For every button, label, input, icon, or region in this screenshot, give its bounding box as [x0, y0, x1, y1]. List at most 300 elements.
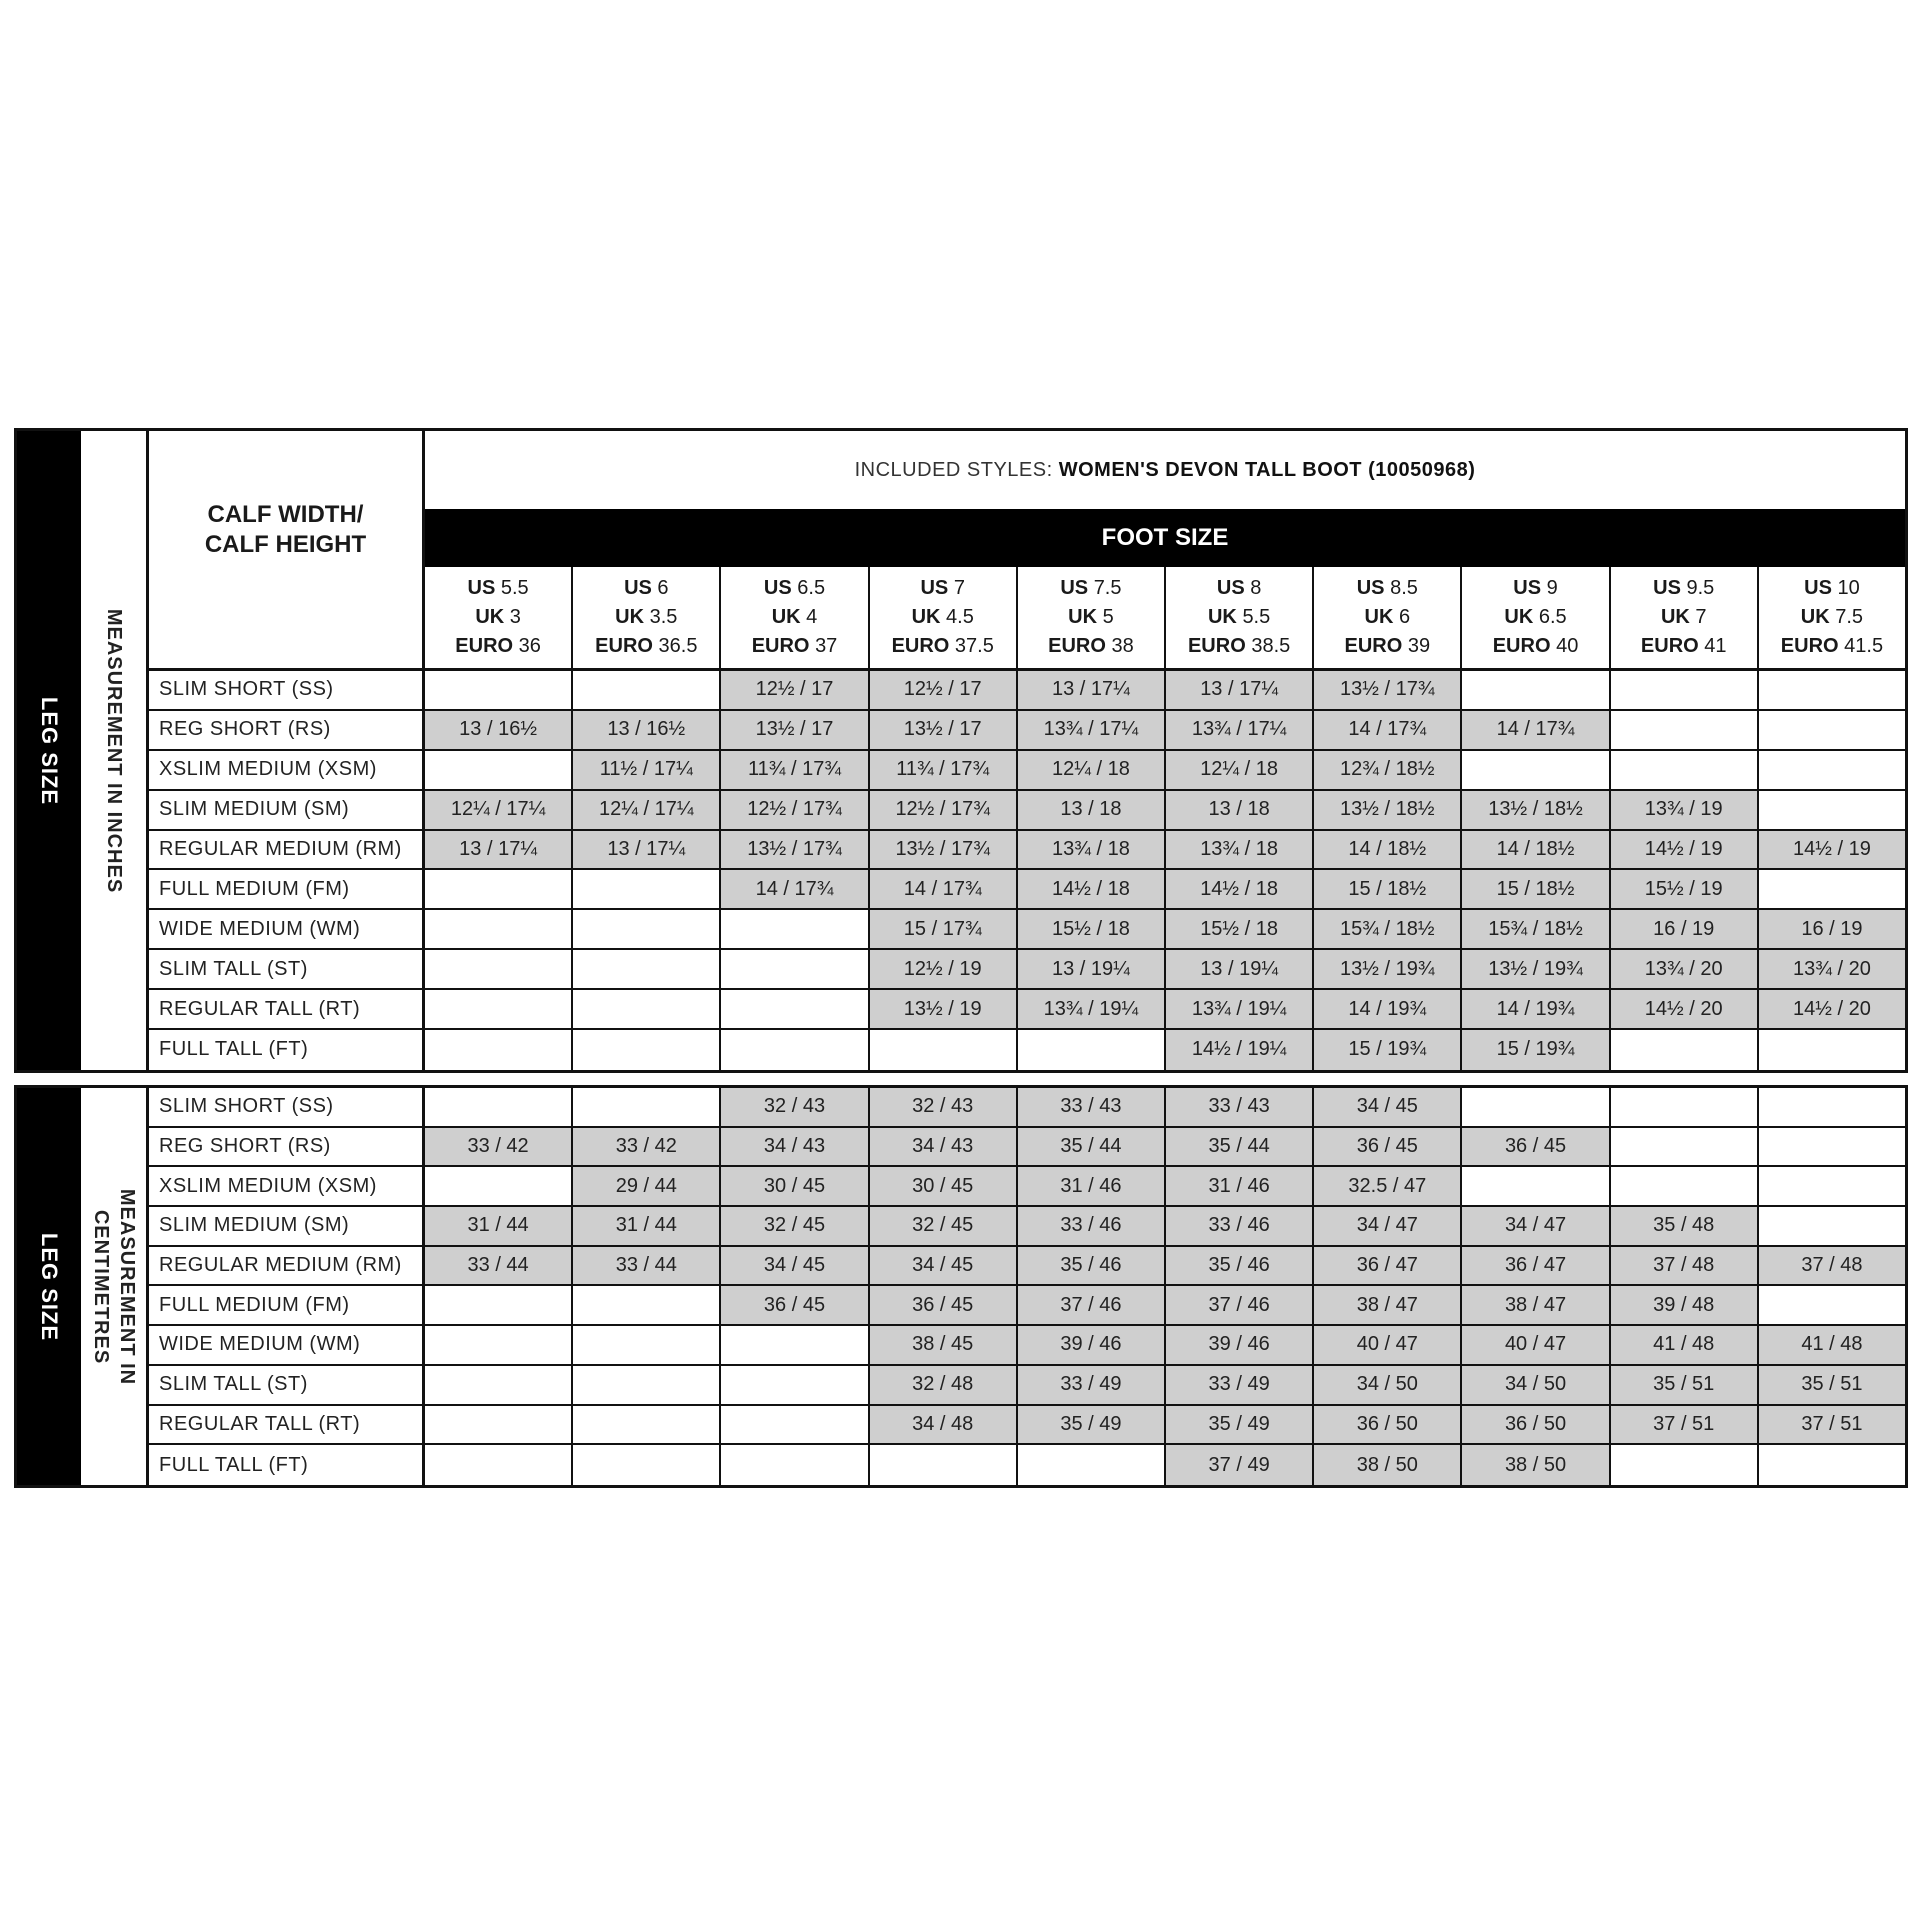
table-cell: 12¼ / 17¼ — [573, 791, 721, 829]
foot-size-euro-value: 39 — [1407, 635, 1431, 657]
table-cell: 12½ / 17¾ — [721, 791, 869, 829]
table-cell: 14½ / 19 — [1611, 831, 1759, 869]
measurement-centimetres-label — [88, 1188, 140, 1384]
table-cell: 30 / 45 — [870, 1167, 1018, 1205]
foot-size-us-label: US — [1513, 577, 1542, 599]
table-cell: 13½ / 17 — [870, 711, 1018, 749]
foot-size-uk-label: UK — [1660, 606, 1690, 628]
table-cell — [425, 1286, 573, 1324]
foot-size-euro-value: 41.5 — [1844, 635, 1884, 657]
table-cell: 34 / 43 — [721, 1128, 869, 1166]
leg-size-label-cell: REGULAR MEDIUM (RM) — [149, 831, 425, 869]
foot-size-uk — [1611, 603, 1757, 632]
foot-size-uk-value: 5.5 — [1242, 606, 1271, 628]
foot-size-us-value: 7.5 — [1093, 577, 1122, 599]
table-cell: 13¾ / 17¼ — [1018, 711, 1166, 749]
foot-size-us — [573, 574, 719, 603]
table-cell: 14 / 17¾ — [1314, 711, 1462, 749]
foot-size-header — [870, 567, 1018, 668]
table-cell — [1759, 751, 1905, 789]
foot-size-euro — [1759, 632, 1905, 661]
foot-size-header — [425, 567, 573, 668]
leg-size-label-cell: FULL MEDIUM (FM) — [149, 870, 425, 908]
leg-size-label-cell: WIDE MEDIUM (WM) — [149, 1326, 425, 1364]
leg-size-label-cell: SLIM TALL (ST) — [149, 1366, 425, 1404]
table-cell — [1759, 1445, 1905, 1485]
table-cell: 39 / 46 — [1018, 1326, 1166, 1364]
foot-size-euro-value: 36 — [518, 635, 541, 657]
leg-size-label: LEG SIZE — [37, 696, 62, 805]
included-styles — [425, 431, 1905, 509]
table-row — [149, 1366, 1905, 1406]
table-cell — [1018, 1445, 1166, 1485]
table-cell — [1611, 1167, 1759, 1205]
calf-header — [149, 431, 425, 671]
table-cell: 38 / 50 — [1462, 1445, 1610, 1485]
table-row — [149, 1207, 1905, 1247]
foot-size-us — [721, 574, 867, 603]
table-row — [149, 1167, 1905, 1207]
foot-size-euro-label: EURO — [891, 635, 950, 657]
table-cell: 12½ / 17 — [870, 671, 1018, 709]
table-cell: 30 / 45 — [721, 1167, 869, 1205]
table-cell: 37 / 51 — [1759, 1406, 1905, 1444]
table-cell: 35 / 49 — [1018, 1406, 1166, 1444]
foot-size-us — [870, 574, 1016, 603]
table-cell: 29 / 44 — [573, 1167, 721, 1205]
included-styles-name: WOMEN'S DEVON TALL BOOT (10050968) — [1058, 458, 1476, 481]
table-row — [149, 1128, 1905, 1168]
leg-size-label-cell: FULL MEDIUM (FM) — [149, 1286, 425, 1324]
table-cell: 12½ / 17¾ — [870, 791, 1018, 829]
foot-size-us-label: US — [624, 577, 652, 599]
foot-size-euro-value: 36.5 — [658, 635, 698, 657]
table-row — [149, 711, 1905, 751]
table-cell: 12¼ / 18 — [1166, 751, 1314, 789]
table-cell: 35 / 51 — [1759, 1366, 1905, 1404]
leg-size-bar — [17, 1088, 81, 1485]
table-row — [149, 831, 1905, 871]
table-cell: 12¼ / 18 — [1018, 751, 1166, 789]
table-cell: 33 / 42 — [573, 1128, 721, 1166]
included-styles-prefix: INCLUDED STYLES: — [854, 458, 1053, 481]
table-row — [149, 1326, 1905, 1366]
table-cell: 13 / 18 — [1018, 791, 1166, 829]
foot-size-uk — [425, 603, 571, 632]
table-cell: 37 / 48 — [1611, 1247, 1759, 1285]
table-cell: 13¾ / 20 — [1759, 950, 1905, 988]
table-row — [149, 1088, 1905, 1128]
foot-size-headers — [425, 567, 1905, 671]
table-cell: 35 / 44 — [1166, 1128, 1314, 1166]
foot-size-euro — [870, 632, 1016, 661]
foot-size-uk-value: 5 — [1102, 606, 1114, 628]
table-cell: 13 / 17¼ — [1166, 671, 1314, 709]
table-cell — [721, 1030, 869, 1070]
foot-size-uk — [1314, 603, 1460, 632]
table-cell — [1759, 1030, 1905, 1070]
foot-size-uk-label: UK — [1800, 606, 1830, 628]
table-row — [149, 1247, 1905, 1287]
foot-size-euro-label: EURO — [1187, 635, 1246, 657]
foot-size-euro — [1611, 632, 1757, 661]
table-cell: 14 / 18½ — [1314, 831, 1462, 869]
table-cell: 36 / 45 — [1314, 1128, 1462, 1166]
table-cell: 34 / 48 — [870, 1406, 1018, 1444]
table-cell: 34 / 43 — [870, 1128, 1018, 1166]
foot-size-euro — [1166, 632, 1312, 661]
table-cell: 13 / 18 — [1166, 791, 1314, 829]
table-cell: 15½ / 18 — [1018, 910, 1166, 948]
table-cell — [870, 1030, 1018, 1070]
table-cell: 33 / 49 — [1018, 1366, 1166, 1404]
table-cell — [573, 1406, 721, 1444]
table-cell — [1611, 1088, 1759, 1126]
table-cell: 35 / 51 — [1611, 1366, 1759, 1404]
leg-size-label-cell: SLIM SHORT (SS) — [149, 671, 425, 709]
foot-size-uk-label: UK — [615, 606, 645, 628]
table-cell — [721, 1366, 869, 1404]
table-cell: 37 / 46 — [1018, 1286, 1166, 1324]
table-cell: 13½ / 18½ — [1314, 791, 1462, 829]
table-cell: 13½ / 18½ — [1462, 791, 1610, 829]
foot-size-us-value: 6.5 — [797, 577, 826, 599]
table-cell: 13½ / 19¾ — [1462, 950, 1610, 988]
foot-size-euro — [1314, 632, 1460, 661]
table-cell: 14 / 19¾ — [1462, 990, 1610, 1028]
table-cell: 13 / 17¼ — [425, 831, 573, 869]
foot-size-us-value: 8 — [1250, 577, 1262, 599]
leg-size-label-cell: FULL TALL (FT) — [149, 1030, 425, 1070]
foot-size-euro-label: EURO — [455, 635, 514, 657]
foot-size-uk-value: 3 — [509, 606, 521, 628]
foot-size-uk-value: 4 — [806, 606, 818, 628]
table-row — [149, 1030, 1905, 1070]
table-cell: 15 / 18½ — [1314, 870, 1462, 908]
table-cell — [1462, 1167, 1610, 1205]
table-cell — [425, 910, 573, 948]
table-cell — [425, 1445, 573, 1485]
foot-size-us-value: 9 — [1546, 577, 1558, 599]
table-cell — [573, 990, 721, 1028]
leg-size-label-cell: XSLIM MEDIUM (XSM) — [149, 1167, 425, 1205]
table-cell — [573, 870, 721, 908]
table-cell: 14½ / 19 — [1759, 831, 1905, 869]
foot-size-euro — [573, 632, 719, 661]
foot-size-us-value: 9.5 — [1686, 577, 1715, 599]
table-cell: 33 / 43 — [1166, 1088, 1314, 1126]
foot-size-uk-value: 6 — [1398, 606, 1411, 628]
table-cell — [721, 1406, 869, 1444]
leg-size-label-cell: SLIM SHORT (SS) — [149, 1088, 425, 1126]
table-cell: 14½ / 18 — [1018, 870, 1166, 908]
table-row — [149, 870, 1905, 910]
table-cell: 35 / 49 — [1166, 1406, 1314, 1444]
foot-size-uk — [1166, 603, 1312, 632]
table-cell: 14½ / 18 — [1166, 870, 1314, 908]
table-cell: 36 / 47 — [1462, 1247, 1610, 1285]
foot-size-euro-value: 38.5 — [1251, 635, 1291, 657]
leg-size-label-cell: REGULAR TALL (RT) — [149, 1406, 425, 1444]
foot-size-euro-label: EURO — [1344, 635, 1403, 657]
foot-size-uk-label: UK — [1068, 606, 1098, 628]
table-cell: 13 / 17¼ — [573, 831, 721, 869]
table-cell — [870, 1445, 1018, 1485]
table-cell: 15½ / 19 — [1611, 870, 1759, 908]
table-cell: 14 / 17¾ — [721, 870, 869, 908]
table-cell: 34 / 45 — [1314, 1088, 1462, 1126]
table-cell: 33 / 49 — [1166, 1366, 1314, 1404]
table-cell: 37 / 49 — [1166, 1445, 1314, 1485]
foot-size-us-value: 5.5 — [500, 577, 529, 599]
table-cell: 16 / 19 — [1759, 910, 1905, 948]
foot-size-uk-label: UK — [475, 606, 505, 628]
measurement-cm-line2: CENTIMETRES — [89, 1209, 112, 1364]
table-cell: 13¾ / 18 — [1018, 831, 1166, 869]
leg-size-label-cell: REG SHORT (RS) — [149, 711, 425, 749]
leg-size-label-cell: WIDE MEDIUM (WM) — [149, 910, 425, 948]
foot-size-label: FOOT SIZE — [1101, 524, 1229, 551]
foot-size-uk-label: UK — [1504, 606, 1534, 628]
table-cell: 14½ / 20 — [1611, 990, 1759, 1028]
table-cell: 32 / 43 — [870, 1088, 1018, 1126]
table-cell: 32 / 45 — [721, 1207, 869, 1245]
foot-size-us — [1018, 574, 1164, 603]
table-row — [149, 791, 1905, 831]
table-cell: 35 / 46 — [1166, 1247, 1314, 1285]
foot-size-euro — [1462, 632, 1608, 661]
leg-size-label-cell: SLIM MEDIUM (SM) — [149, 791, 425, 829]
table-cell: 33 / 46 — [1018, 1207, 1166, 1245]
foot-size-us-label: US — [920, 577, 949, 599]
table-cell: 16 / 19 — [1611, 910, 1759, 948]
table-cell: 13½ / 19¾ — [1314, 950, 1462, 988]
table-cell: 12½ / 19 — [870, 950, 1018, 988]
table-cell: 34 / 45 — [870, 1247, 1018, 1285]
table-cell: 33 / 44 — [425, 1247, 573, 1285]
foot-size-euro-label: EURO — [1640, 635, 1699, 657]
foot-size-uk-label: UK — [911, 606, 941, 628]
table-cell: 15 / 19¾ — [1314, 1030, 1462, 1070]
foot-size-euro — [721, 632, 867, 661]
table-cell: 13½ / 17¾ — [1314, 671, 1462, 709]
table-cell: 11½ / 17¼ — [573, 751, 721, 789]
table-cell — [721, 1445, 869, 1485]
table-cell: 13½ / 17 — [721, 711, 869, 749]
table-cell: 15 / 19¾ — [1462, 1030, 1610, 1070]
table-cell: 14½ / 19¼ — [1166, 1030, 1314, 1070]
table-cell — [425, 1030, 573, 1070]
foot-size-uk-value: 7.5 — [1835, 606, 1864, 628]
foot-size-euro-label: EURO — [751, 635, 810, 657]
table-cell: 13¾ / 18 — [1166, 831, 1314, 869]
table-cell — [1759, 1207, 1905, 1245]
table-cell: 15 / 18½ — [1462, 870, 1610, 908]
table-cell — [721, 950, 869, 988]
foot-size-uk-label: UK — [1364, 606, 1394, 628]
table-cell — [425, 1406, 573, 1444]
table-cell: 41 / 48 — [1759, 1326, 1905, 1364]
table-cell — [573, 1326, 721, 1364]
foot-size-us — [1759, 574, 1905, 603]
foot-size-us — [1166, 574, 1312, 603]
table-cell: 38 / 47 — [1462, 1286, 1610, 1324]
foot-size-header — [1462, 567, 1610, 668]
leg-size-label-cell: REGULAR TALL (RT) — [149, 990, 425, 1028]
table-cell: 14½ / 20 — [1759, 990, 1905, 1028]
table-cell: 13¾ / 17¼ — [1166, 711, 1314, 749]
measurement-cm-line1: MEASUREMENT IN — [115, 1188, 138, 1385]
table-cell: 34 / 50 — [1314, 1366, 1462, 1404]
measurement-column — [81, 431, 149, 1070]
leg-size-label-cell: REGULAR MEDIUM (RM) — [149, 1247, 425, 1285]
table-cell: 15¾ / 18½ — [1462, 910, 1610, 948]
foot-size-us — [1314, 574, 1460, 603]
leg-size-bar — [17, 431, 81, 1070]
table-cell: 37 / 48 — [1759, 1247, 1905, 1285]
table-cell — [1462, 751, 1610, 789]
table-cell — [573, 1088, 721, 1126]
table-cell: 15½ / 18 — [1166, 910, 1314, 948]
table-cell — [1611, 751, 1759, 789]
table-cell: 37 / 46 — [1166, 1286, 1314, 1324]
table-cell: 34 / 50 — [1462, 1366, 1610, 1404]
table-cell: 39 / 48 — [1611, 1286, 1759, 1324]
table-cell: 13¾ / 20 — [1611, 950, 1759, 988]
table-cell: 13 / 19¼ — [1018, 950, 1166, 988]
foot-size-uk-value: 6.5 — [1538, 606, 1567, 628]
foot-size-us-label: US — [1356, 577, 1385, 599]
table-cell: 13¾ / 19¼ — [1018, 990, 1166, 1028]
table-cell: 13 / 16½ — [573, 711, 721, 749]
table-cell: 36 / 45 — [721, 1286, 869, 1324]
table-cell: 36 / 50 — [1314, 1406, 1462, 1444]
table-cell: 34 / 47 — [1314, 1207, 1462, 1245]
table-cell — [1759, 671, 1905, 709]
table-cell: 32 / 43 — [721, 1088, 869, 1126]
table-cell: 36 / 50 — [1462, 1406, 1610, 1444]
foot-size-header — [721, 567, 869, 668]
table-cell: 34 / 47 — [1462, 1207, 1610, 1245]
table-cell — [1759, 1128, 1905, 1166]
foot-size-us-value: 6 — [657, 577, 669, 599]
foot-size-uk — [1462, 603, 1608, 632]
table-cell: 31 / 44 — [425, 1207, 573, 1245]
table-cell — [573, 1286, 721, 1324]
table-cell: 35 / 46 — [1018, 1247, 1166, 1285]
foot-size-header — [1314, 567, 1462, 668]
table-cell — [425, 1326, 573, 1364]
table-cell — [721, 910, 869, 948]
table-cell — [425, 1088, 573, 1126]
foot-size-euro-value: 37 — [815, 635, 838, 657]
table-cell: 41 / 48 — [1611, 1326, 1759, 1364]
centimetres-grid — [149, 1088, 1905, 1485]
table-cell — [1611, 671, 1759, 709]
table-cell: 13½ / 17¾ — [721, 831, 869, 869]
table-cell: 14 / 18½ — [1462, 831, 1610, 869]
table-cell: 34 / 45 — [721, 1247, 869, 1285]
foot-size-us-label: US — [1060, 577, 1089, 599]
table-cell: 31 / 46 — [1018, 1167, 1166, 1205]
table-cell: 38 / 50 — [1314, 1445, 1462, 1485]
table-cell: 14 / 17¾ — [870, 870, 1018, 908]
table-cell — [573, 1445, 721, 1485]
calf-header-line2: CALF HEIGHT — [204, 530, 367, 558]
foot-size-uk — [721, 603, 867, 632]
foot-size-euro-value: 38 — [1111, 635, 1134, 657]
table-row — [149, 910, 1905, 950]
foot-size-us-label: US — [763, 577, 792, 599]
table-cell — [1759, 791, 1905, 829]
table-cell: 12¼ / 17¼ — [425, 791, 573, 829]
table-cell: 13 / 19¼ — [1166, 950, 1314, 988]
foot-size-euro-label: EURO — [1780, 635, 1839, 657]
table-cell: 12¾ / 18½ — [1314, 751, 1462, 789]
foot-size-bar — [425, 509, 1905, 567]
foot-size-us-value: 7 — [953, 577, 965, 599]
foot-size-header — [1759, 567, 1905, 668]
foot-size-header — [573, 567, 721, 668]
table-row — [149, 1445, 1905, 1485]
table-cell — [1611, 1128, 1759, 1166]
table-cell — [425, 870, 573, 908]
foot-size-euro — [1018, 632, 1164, 661]
foot-size-header — [1166, 567, 1314, 668]
centimetres-table — [14, 1085, 1908, 1488]
foot-size-us-label: US — [1216, 577, 1245, 599]
leg-size-label-cell: XSLIM MEDIUM (XSM) — [149, 751, 425, 789]
foot-size-header — [1018, 567, 1166, 668]
table-cell — [573, 910, 721, 948]
table-cell — [1018, 1030, 1166, 1070]
table-cell — [1611, 1030, 1759, 1070]
table-cell — [425, 990, 573, 1028]
table-cell — [1462, 671, 1610, 709]
table-cell: 36 / 45 — [1462, 1128, 1610, 1166]
foot-size-header — [1611, 567, 1759, 668]
table-row — [149, 751, 1905, 791]
table-cell: 31 / 44 — [573, 1207, 721, 1245]
table-row — [149, 671, 1905, 711]
calf-header-line1: CALF WIDTH/ — [207, 500, 364, 528]
table-cell: 38 / 45 — [870, 1326, 1018, 1364]
table-cell: 13¾ / 19¼ — [1166, 990, 1314, 1028]
table-cell: 36 / 45 — [870, 1286, 1018, 1324]
table-cell — [425, 1366, 573, 1404]
table-cell: 33 / 46 — [1166, 1207, 1314, 1245]
leg-size-label: LEG SIZE — [37, 1232, 62, 1341]
foot-size-euro-label: EURO — [1048, 635, 1106, 657]
table-cell: 11¾ / 17¾ — [870, 751, 1018, 789]
table-cell — [425, 950, 573, 988]
table-cell: 37 / 51 — [1611, 1406, 1759, 1444]
table-cell: 11¾ / 17¾ — [721, 751, 869, 789]
table-cell: 32 / 48 — [870, 1366, 1018, 1404]
table-cell: 13½ / 17¾ — [870, 831, 1018, 869]
foot-size-euro — [425, 632, 571, 661]
table-cell — [1759, 1286, 1905, 1324]
table-cell: 36 / 47 — [1314, 1247, 1462, 1285]
table-cell — [425, 671, 573, 709]
table-cell: 33 / 42 — [425, 1128, 573, 1166]
measurement-column — [81, 1088, 149, 1485]
inches-grid — [149, 671, 1905, 1070]
table-row — [149, 990, 1905, 1030]
foot-size-uk — [573, 603, 719, 632]
table-cell — [573, 950, 721, 988]
table-cell — [1759, 1167, 1905, 1205]
